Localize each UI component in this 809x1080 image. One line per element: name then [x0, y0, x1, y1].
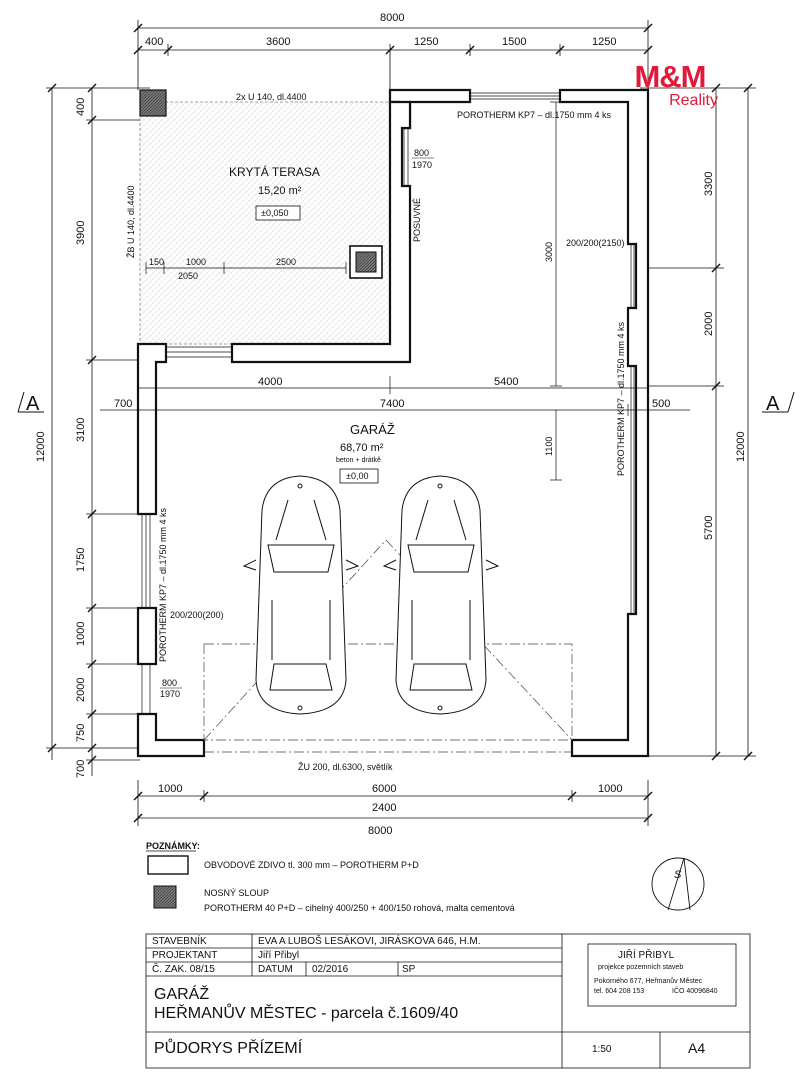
- door2-800: 800: [162, 678, 178, 688]
- window-left-size: 200/200(200): [170, 610, 224, 620]
- legend-pillar-swatch: [154, 886, 176, 908]
- dim-right-total: 12000: [735, 431, 747, 462]
- dim-1100: 1100: [544, 436, 554, 456]
- garage-name: GARÁŽ: [350, 422, 395, 437]
- tb-key-investor: STAVEBNÍK: [152, 936, 207, 947]
- dim-left-750: 750: [75, 723, 87, 742]
- dim-left-3900: 3900: [75, 220, 87, 245]
- dim-bot-6000: 6000: [372, 783, 397, 795]
- door2-1970: 1970: [160, 689, 181, 699]
- dim-left-1750: 1750: [75, 547, 87, 572]
- dim-3000: 3000: [544, 241, 554, 262]
- dim-top-c: 1250: [414, 36, 439, 48]
- beam-top-label: 2x U 140, dl.4400: [236, 92, 307, 102]
- legend-wall-swatch: [148, 856, 188, 874]
- tb-designer: Jiří Přibyl: [258, 950, 300, 961]
- terrace-area: 15,20 m²: [258, 185, 302, 197]
- ter-dim-1000: 1000: [186, 257, 207, 267]
- ter-dim-2500: 2500: [276, 257, 297, 267]
- section-label-right: A: [766, 393, 780, 415]
- dim-700: 700: [114, 398, 133, 410]
- middle-dimensions: [100, 376, 690, 416]
- dim-top-d: 1500: [502, 36, 527, 48]
- dim-left-700: 700: [75, 759, 87, 778]
- dim-left-total: 12000: [35, 431, 47, 462]
- title-block: [146, 934, 750, 1068]
- dim-right-5700: 5700: [703, 515, 715, 540]
- notes-pillar-1: NOSNÝ SLOUP: [204, 888, 270, 898]
- dim-bot-1000a: 1000: [158, 783, 183, 795]
- beam-left-label: ŽB U 140, dl.4400: [126, 185, 136, 258]
- tb-firm-ico: IČO 40096840: [672, 988, 718, 995]
- dim-500: 500: [652, 398, 671, 410]
- dim-4000: 4000: [258, 376, 283, 388]
- tb-title-2: HEŘMANŮV MĚSTEC - parcela č.1609/40: [154, 1005, 459, 1022]
- garage-floor: beton + drátkě: [336, 457, 381, 464]
- terrace-level: ±0,050: [261, 208, 289, 218]
- dim-right-2000: 2000: [703, 311, 715, 336]
- dim-top-b: 3600: [266, 36, 291, 48]
- dim-top-total: 8000: [380, 12, 405, 24]
- dim-top-e: 1250: [592, 36, 617, 48]
- car-left: [244, 476, 358, 714]
- dim-left-2000: 2000: [75, 677, 87, 702]
- dim-bot-8000: 8000: [368, 825, 393, 837]
- tb-key-date: DATUM: [258, 964, 293, 975]
- sliding-label: POSUVNÉ: [412, 197, 422, 242]
- garage-area: 68,70 m²: [340, 442, 384, 454]
- car-right: [384, 476, 498, 714]
- section-label-left: A: [26, 393, 40, 415]
- tb-format: A4: [688, 1040, 706, 1056]
- right-dimensions: [640, 84, 756, 760]
- tb-firm-name: JIŘÍ PŘIBYL: [618, 950, 675, 961]
- window-right-size: 200/200(2150): [566, 238, 625, 248]
- terrace-floor: [140, 102, 390, 344]
- dim-5400: 5400: [494, 376, 519, 388]
- dim-left-400: 400: [75, 97, 87, 116]
- dim-bot-2400: 2400: [372, 802, 397, 814]
- pillar-terrace-core: [356, 252, 376, 272]
- notes-wall: OBVODOVÉ ZDIVO tl. 300 mm – POROTHERM P+D: [204, 860, 419, 870]
- tb-order-no: Č. ZAK. 08/15: [152, 964, 215, 975]
- top-dimensions: [134, 20, 652, 100]
- inner-vertical-dims: [550, 102, 562, 480]
- tb-key-designer: PROJEKTANT: [152, 950, 218, 961]
- window-top-label: POROTHERM KP7 – dl.1750 mm 4 ks: [457, 110, 612, 120]
- notes-title: POZNÁMKY:: [146, 841, 200, 851]
- notes-pillar-2: POROTHERM 40 P+D – cihelný 400/250 + 400/150 rohová, malta cementová: [204, 903, 515, 913]
- door-800: 800: [414, 148, 430, 158]
- ter-dim-150: 150: [149, 257, 165, 267]
- garage-level: ±0,00: [346, 471, 369, 481]
- terrace-name: KRYTÁ TERASA: [229, 165, 320, 179]
- dim-left-3100: 3100: [75, 417, 87, 442]
- door-1970: 1970: [412, 160, 433, 170]
- tb-date: 02/2016: [312, 964, 349, 975]
- tb-title-1: GARÁŽ: [154, 986, 210, 1003]
- tb-firm-sub: projekce pozemních staveb: [598, 964, 684, 971]
- dim-left-1000: 1000: [75, 621, 87, 646]
- pillar-top-left: [140, 90, 166, 116]
- tb-investor: EVA A LUBOŠ LESÁKOVI, JIRÁSKOVA 646, H.M.: [258, 936, 481, 947]
- lintel-label: ŽU 200, dl.6300, světlík: [298, 762, 393, 772]
- dim-top-a: 400: [145, 36, 164, 48]
- dim-7400: 7400: [380, 398, 405, 410]
- window-right-label: POROTHERM KP7 – dl.1750 mm 4 ks: [616, 321, 626, 476]
- brand-logo-sub: Reality: [669, 92, 718, 109]
- svg-text:S: S: [674, 869, 682, 881]
- tb-scale: 1:50: [592, 1044, 612, 1055]
- dim-right-3300: 3300: [703, 171, 715, 196]
- ter-dim-2050: 2050: [178, 271, 199, 281]
- tb-firm-tel: tel. 604 208 153: [594, 988, 645, 995]
- window-left-label: POROTHERM KP7 – dl.1750 mm 4 ks: [158, 507, 168, 662]
- tb-stage: SP: [402, 964, 416, 975]
- north-arrow-icon: [652, 858, 704, 910]
- tb-firm-addr: Pokorného 677, Heřmanův Městec: [594, 978, 703, 985]
- dim-bot-1000b: 1000: [598, 783, 623, 795]
- brand-logo: [622, 59, 718, 122]
- tb-sheet: PŮDORYS PŘÍZEMÍ: [154, 1040, 303, 1057]
- brand-logo-mark: M&M: [634, 59, 706, 94]
